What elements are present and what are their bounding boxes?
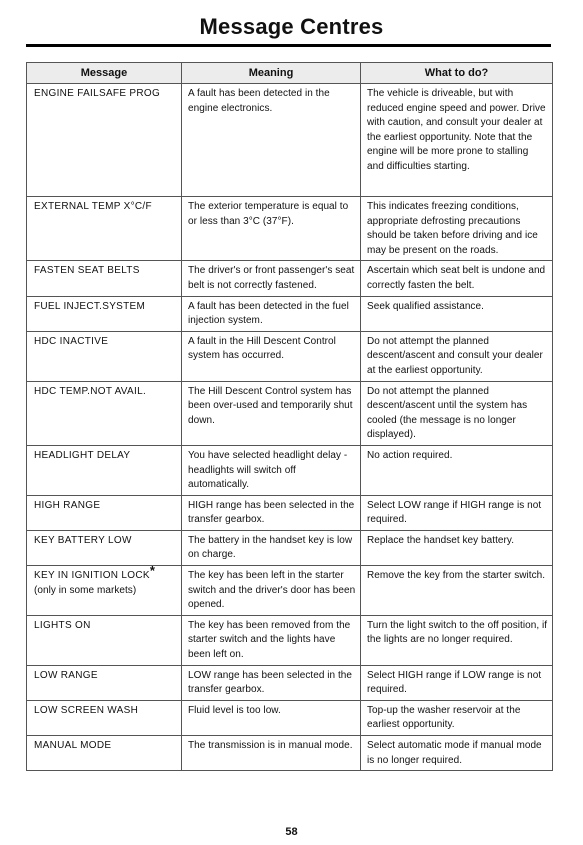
meaning-cell: HIGH range has been selected in the transfer gearbox.: [182, 495, 361, 530]
message-cell: [27, 563, 182, 616]
header-what-to-do: What to do?: [361, 63, 553, 84]
meaning-cell: The Hill Descent Control system has been over-used and temporarily shut down.: [182, 381, 361, 445]
message-cell: HDC TEMP.NOT AVAIL.: [27, 381, 182, 445]
message-cell: HIGH RANGE: [27, 495, 182, 530]
asterisk-mark: *: [149, 563, 156, 579]
table-row: [27, 331, 553, 381]
action-cell: No action required.: [361, 445, 553, 495]
action-cell: Select LOW range if HIGH range is not required.: [361, 495, 553, 530]
table-row: [27, 261, 553, 296]
meaning-cell: The exterior temperature is equal to or less than 3°C (37°F).: [182, 197, 361, 261]
meaning-cell: You have selected headlight delay - headlights will switch off automatically.: [182, 445, 361, 495]
page-number: 58: [285, 826, 298, 838]
message-table: [26, 62, 553, 771]
meaning-cell: A fault has been detected in the fuel injection system.: [182, 296, 361, 331]
message-cell: LOW SCREEN WASH: [27, 700, 182, 735]
action-cell: Remove the key from the starter switch.: [361, 566, 553, 616]
message-cell: HDC INACTIVE: [27, 331, 182, 381]
page-title: Message Centres: [199, 14, 384, 39]
meaning-cell: The key has been left in the starter switch and the driver's door has been opened.: [182, 566, 361, 616]
meaning-cell: Fluid level is too low.: [182, 700, 361, 735]
header-meaning: Meaning: [182, 63, 361, 84]
action-cell: Do not attempt the planned descent/ascent until the system has cooled (the message is no longer displayed).: [361, 381, 553, 445]
meaning-cell: The battery in the handset key is low on charge.: [182, 530, 361, 565]
action-cell: Select automatic mode if manual mode is no longer required.: [361, 736, 553, 771]
message-note: (only in some markets): [34, 584, 137, 596]
table-row: [27, 615, 553, 665]
action-cell: This indicates freezing conditions, appropriate defrosting precautions should be taken before driving and ice may be present on the roads.: [361, 197, 553, 261]
meaning-cell: The transmission is in manual mode.: [182, 736, 361, 771]
action-cell: Replace the handset key battery.: [361, 530, 553, 565]
table-header-row: [27, 63, 553, 84]
table-row: [27, 84, 553, 197]
message-cell: FUEL INJECT.SYSTEM: [27, 296, 182, 331]
meaning-cell: A fault in the Hill Descent Control system has occurred.: [182, 331, 361, 381]
table-row: [27, 700, 553, 735]
message-cell: LOW RANGE: [27, 665, 182, 700]
table-row: [27, 530, 553, 565]
action-cell: Top-up the washer reservoir at the earliest opportunity.: [361, 700, 553, 735]
message-cell: MANUAL MODE: [27, 736, 182, 771]
message-cell: EXTERNAL TEMP X°C/F: [27, 197, 182, 261]
table-row: [27, 296, 553, 331]
meaning-cell: A fault has been detected in the engine electronics.: [182, 84, 361, 197]
title-rule: [26, 44, 551, 47]
table-row: [27, 381, 553, 445]
message-text: KEY IN IGNITION LOCK: [34, 570, 150, 582]
meaning-cell: The key has been removed from the starter switch and the lights have been left on.: [182, 615, 361, 665]
action-cell: Do not attempt the planned descent/ascent and consult your dealer at the earliest opportunity.: [361, 331, 553, 381]
table-row: [27, 736, 553, 771]
message-cell: KEY BATTERY LOW: [27, 530, 182, 565]
action-cell: Turn the light switch to the off position, if the lights are no longer required.: [361, 615, 553, 665]
message-cell: LIGHTS ON: [27, 615, 182, 665]
action-cell: Seek qualified assistance.: [361, 296, 553, 331]
meaning-cell: LOW range has been selected in the transfer gearbox.: [182, 665, 361, 700]
message-cell: ENGINE FAILSAFE PROG: [27, 84, 182, 197]
message-cell: HEADLIGHT DELAY: [27, 445, 182, 495]
table-row: [27, 566, 553, 616]
header-message: Message: [27, 63, 182, 84]
action-cell: Select HIGH range if LOW range is not required.: [361, 665, 553, 700]
action-cell: The vehicle is driveable, but with reduced engine speed and power. Drive with caution, and consult your dealer at the earliest opportunity. Note that the engine will be more prone to stalling and difficulties starting.: [361, 84, 553, 197]
table-row: [27, 665, 553, 700]
table-row: [27, 197, 553, 261]
meaning-cell: The driver's or front passenger's seat belt is not correctly fastened.: [182, 261, 361, 296]
table-row: [27, 495, 553, 530]
table-row: [27, 445, 553, 495]
message-cell: FASTEN SEAT BELTS: [27, 261, 182, 296]
action-cell: Ascertain which seat belt is undone and correctly fasten the belt.: [361, 261, 553, 296]
